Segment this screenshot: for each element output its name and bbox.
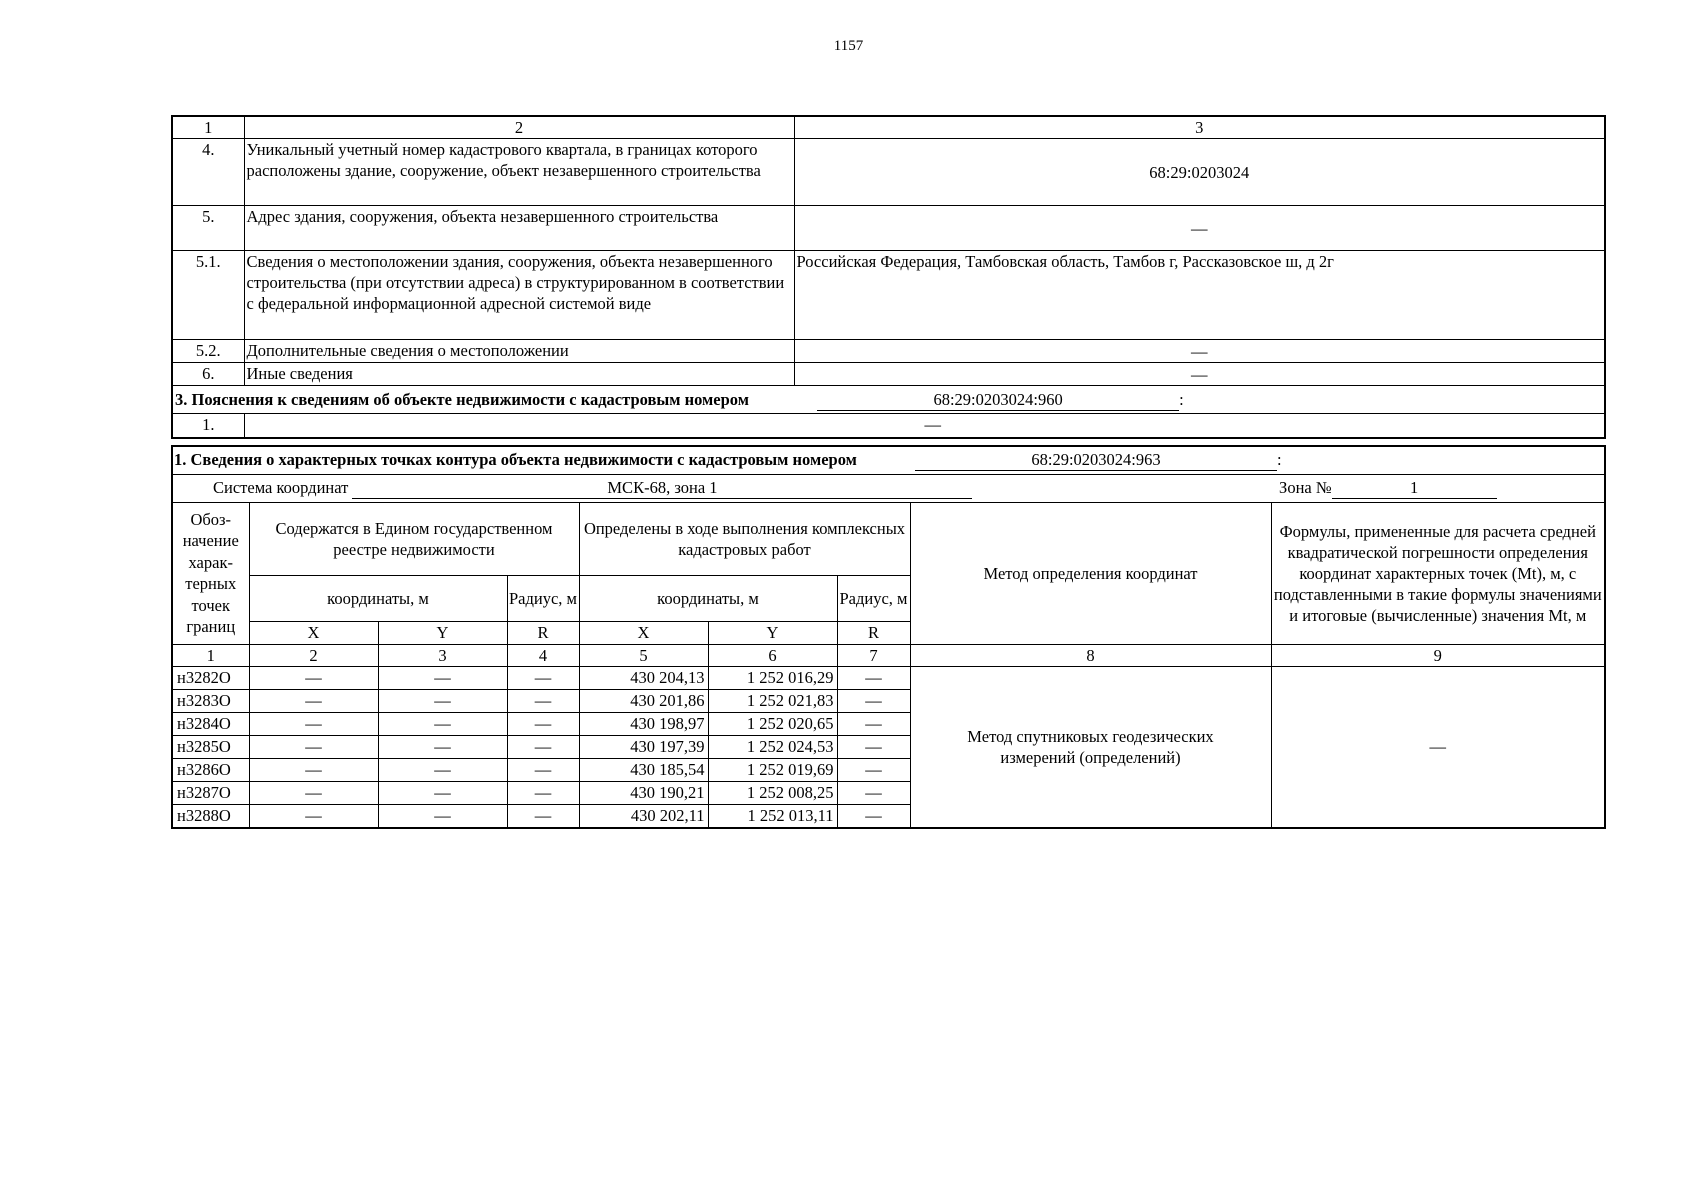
egrn-r: — bbox=[507, 712, 579, 735]
section3-title: 3. Пояснения к сведениям об объекте недвижимости с кадастровым номером bbox=[175, 389, 749, 409]
kkr-x: 430 190,21 bbox=[579, 781, 708, 804]
point-id-header: Обоз-начение харак-терных точек границ bbox=[172, 502, 249, 644]
zone-label: Зона № bbox=[1279, 478, 1332, 497]
kkr-r: — bbox=[837, 712, 910, 735]
egrn-y-header: Y bbox=[378, 621, 507, 644]
colon: : bbox=[1179, 389, 1184, 409]
row-label: Иные сведения bbox=[244, 363, 794, 386]
point-id: н3282О bbox=[172, 666, 249, 689]
point-id: н3285О bbox=[172, 735, 249, 758]
kkr-y: 1 252 021,83 bbox=[708, 689, 837, 712]
row-label: Дополнительные сведения о местоположении bbox=[244, 340, 794, 363]
row-value: — bbox=[794, 340, 1605, 363]
coord-system-value: МСК-68, зона 1 bbox=[352, 477, 972, 499]
point-id: н3283О bbox=[172, 689, 249, 712]
kkr-r: — bbox=[837, 758, 910, 781]
header-cell: 3 bbox=[794, 116, 1605, 139]
kkr-r: — bbox=[837, 689, 910, 712]
point-id: н3287О bbox=[172, 781, 249, 804]
egrn-x: — bbox=[249, 781, 378, 804]
row-label: Адрес здания, сооружения, объекта незавершенного строительства bbox=[244, 206, 794, 251]
egrn-x: — bbox=[249, 735, 378, 758]
column-number: 3 bbox=[378, 644, 507, 666]
colon: : bbox=[1277, 450, 1282, 470]
row-number: 6. bbox=[172, 363, 244, 386]
kkr-y: 1 252 024,53 bbox=[708, 735, 837, 758]
kkr-r: — bbox=[837, 804, 910, 828]
egrn-y: — bbox=[378, 666, 507, 689]
egrn-y: — bbox=[378, 781, 507, 804]
building-info-table bbox=[171, 115, 1606, 439]
row-number: 5.1. bbox=[172, 251, 244, 340]
kkr-x: 430 185,54 bbox=[579, 758, 708, 781]
column-number: 7 bbox=[837, 644, 910, 666]
header-cell: 2 bbox=[244, 116, 794, 139]
kkr-y: 1 252 008,25 bbox=[708, 781, 837, 804]
column-numbers-row bbox=[172, 644, 1605, 666]
zone-value: 1 bbox=[1332, 477, 1497, 499]
egrn-y: — bbox=[378, 689, 507, 712]
egrn-x: — bbox=[249, 689, 378, 712]
egrn-y: — bbox=[378, 804, 507, 828]
column-number: 4 bbox=[507, 644, 579, 666]
egrn-y: — bbox=[378, 735, 507, 758]
column-number: 1 bbox=[172, 644, 249, 666]
column-number: 9 bbox=[1271, 644, 1605, 666]
egrn-x: — bbox=[249, 666, 378, 689]
kkr-r: — bbox=[837, 781, 910, 804]
section3-title-row bbox=[172, 386, 1605, 414]
cadastral-number: 68:29:0203024:963 bbox=[915, 449, 1277, 471]
row-value: — bbox=[244, 414, 1605, 438]
kkr-radius-header: Радиус, м bbox=[837, 575, 910, 621]
egrn-x: — bbox=[249, 804, 378, 828]
table-row bbox=[172, 251, 1605, 340]
method-header: Метод определения координат bbox=[910, 502, 1271, 644]
kkr-x: 430 198,97 bbox=[579, 712, 708, 735]
header-row-1 bbox=[172, 502, 1605, 575]
egrn-x: — bbox=[249, 712, 378, 735]
kkr-y-header: Y bbox=[708, 621, 837, 644]
column-number: 8 bbox=[910, 644, 1271, 666]
egrn-r: — bbox=[507, 689, 579, 712]
kkr-x-header: X bbox=[579, 621, 708, 644]
column-number: 2 bbox=[249, 644, 378, 666]
point-id: н3288О bbox=[172, 804, 249, 828]
table-header-row bbox=[172, 116, 1605, 139]
kkr-y: 1 252 020,65 bbox=[708, 712, 837, 735]
egrn-r: — bbox=[507, 804, 579, 828]
column-number: 5 bbox=[579, 644, 708, 666]
row-value: 68:29:0203024 bbox=[794, 139, 1605, 206]
section-title-row bbox=[172, 446, 1605, 474]
egrn-y: — bbox=[378, 712, 507, 735]
egrn-x: — bbox=[249, 758, 378, 781]
row-value: — bbox=[794, 206, 1605, 251]
kkr-x: 430 204,13 bbox=[579, 666, 708, 689]
section-title: 1. Сведения о характерных точках контура объекта недвижимости с кадастровым номером bbox=[174, 450, 857, 470]
point-id: н3286О bbox=[172, 758, 249, 781]
point-id: н3284О bbox=[172, 712, 249, 735]
kkr-x: 430 201,86 bbox=[579, 689, 708, 712]
table-row bbox=[172, 139, 1605, 206]
egrn-coords-header: координаты, м bbox=[249, 575, 507, 621]
egrn-y: — bbox=[378, 758, 507, 781]
page-number: 1157 bbox=[833, 38, 864, 54]
row-value: — bbox=[794, 363, 1605, 386]
kkr-r-header: R bbox=[837, 621, 910, 644]
kkr-header: Определены в ходе выполнения комплексных кадастровых работ bbox=[579, 502, 910, 575]
egrn-r: — bbox=[507, 666, 579, 689]
column-number: 6 bbox=[708, 644, 837, 666]
table-row bbox=[172, 206, 1605, 251]
row-number: 5. bbox=[172, 206, 244, 251]
egrn-x-header: X bbox=[249, 621, 378, 644]
table-row bbox=[172, 414, 1605, 438]
kkr-y: 1 252 016,29 bbox=[708, 666, 837, 689]
row-value: Российская Федерация, Тамбовская область, Тамбов г, Рассказовское ш, д 2г bbox=[794, 251, 1605, 340]
row-number: 1. bbox=[172, 414, 244, 438]
kkr-y: 1 252 013,11 bbox=[708, 804, 837, 828]
header-cell: 1 bbox=[172, 116, 244, 139]
row-number: 5.2. bbox=[172, 340, 244, 363]
row-number: 4. bbox=[172, 139, 244, 206]
egrn-r: — bbox=[507, 781, 579, 804]
table-row bbox=[172, 363, 1605, 386]
kkr-y: 1 252 019,69 bbox=[708, 758, 837, 781]
boundary-points-table bbox=[171, 445, 1606, 829]
coord-system-label: Система координат bbox=[213, 478, 349, 497]
kkr-coords-header: координаты, м bbox=[579, 575, 837, 621]
kkr-x: 430 202,11 bbox=[579, 804, 708, 828]
egrn-r: — bbox=[507, 758, 579, 781]
method-value: Метод спутниковых геодезических измерений (определений) bbox=[910, 666, 1271, 828]
egrn-r-header: R bbox=[507, 621, 579, 644]
egrn-radius-header: Радиус, м bbox=[507, 575, 579, 621]
egrn-r: — bbox=[507, 735, 579, 758]
kkr-r: — bbox=[837, 735, 910, 758]
egrn-header: Содержатся в Едином государственном реестре недвижимости bbox=[249, 502, 579, 575]
kkr-x: 430 197,39 bbox=[579, 735, 708, 758]
table-row bbox=[172, 666, 1605, 689]
coord-system-row bbox=[172, 474, 1605, 502]
formula-value: — bbox=[1271, 666, 1605, 828]
section3-cadastral-number: 68:29:0203024:960 bbox=[817, 389, 1179, 411]
kkr-r: — bbox=[837, 666, 910, 689]
formula-header: Формулы, примененные для расчета средней квадратической погрешности определения координат характерных точек (Mt), м, с подставленными в такие формулы значениями и итоговые (вычисленные) значения Mt, м bbox=[1271, 502, 1605, 644]
row-label: Сведения о местоположении здания, сооружения, объекта незавершенного строительства (при отсутствии адреса) в структурированном в соответствии с федеральной информационной адресной системой виде bbox=[244, 251, 794, 340]
row-label: Уникальный учетный номер кадастрового квартала, в границах которого расположены здание, сооружение, объект незавершенного строительства bbox=[244, 139, 794, 206]
table-row bbox=[172, 340, 1605, 363]
